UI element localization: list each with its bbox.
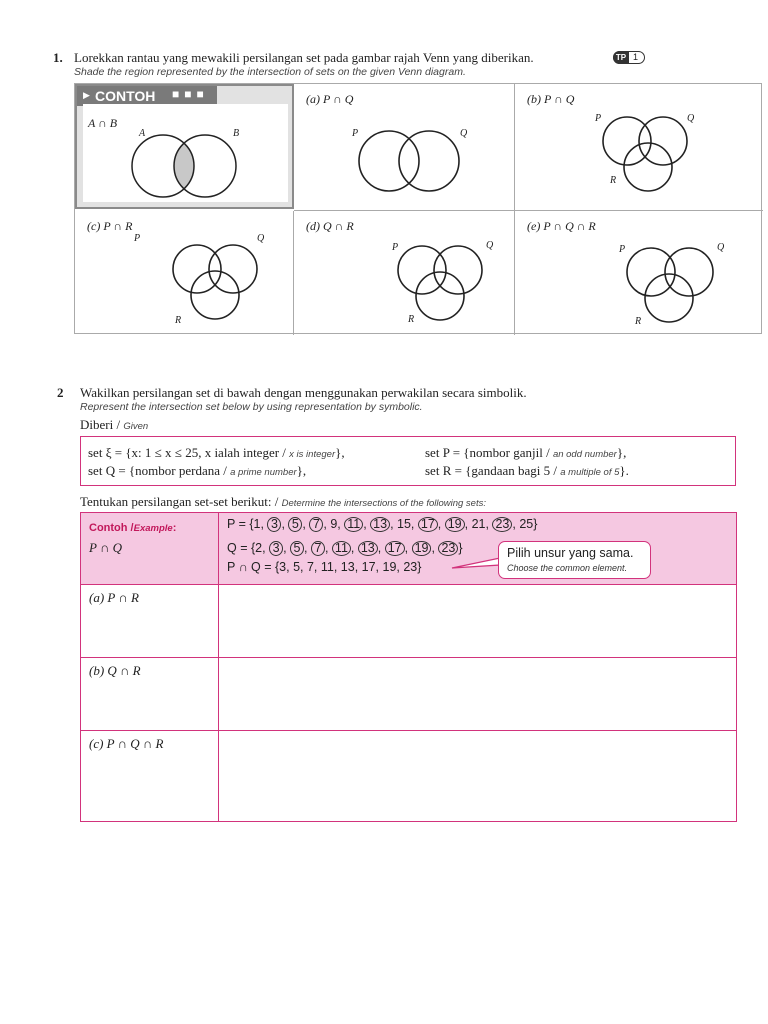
set-q-label: Q — [717, 242, 725, 253]
circle-p[interactable] — [603, 117, 651, 165]
p-set-element: 19 — [445, 517, 465, 532]
set-xi-end: }, — [335, 445, 345, 460]
contoh-banner — [77, 86, 217, 106]
set-p-label: P — [392, 242, 399, 253]
q-set-element: 17 — [385, 541, 405, 556]
set-r-label: R — [175, 315, 182, 326]
q-set-element: 19 — [412, 541, 432, 556]
given-trans: Given — [123, 421, 149, 432]
venn-cell-d — [294, 211, 515, 335]
p-set-element: 5 — [288, 517, 302, 532]
q-set-element: 11 — [332, 541, 351, 556]
given-heading: Diberi / Given — [80, 417, 149, 432]
set-r-label: R — [610, 175, 617, 186]
tp-level: 1 — [633, 52, 639, 62]
example-venn-diagram — [123, 126, 253, 202]
p-set-element: 7 — [309, 517, 323, 532]
q2-translation: Represent the intersection set below by using representation by symbolic. — [80, 401, 423, 413]
q-set-element: 13 — [358, 541, 378, 556]
banner-dots: ■ ■ ■ — [172, 87, 205, 101]
callout-pointer — [450, 556, 502, 572]
venn-diagram-d[interactable] — [334, 236, 504, 336]
venn-cell-c — [75, 211, 294, 335]
set-p-label: P — [134, 233, 141, 244]
set-q-label: Q — [486, 240, 494, 251]
answer-row-a — [81, 585, 736, 658]
set-b-label: B — [233, 128, 240, 139]
q1-text: Lorekkan rantau yang mewakili persilangan set pada gambar rajah Venn yang diberikan. — [74, 50, 534, 65]
determine-trans: Determine the intersections of the following sets: — [281, 498, 486, 509]
q-set-element: 23 — [438, 541, 458, 556]
example-q-set: Q = {2, 3 , 5 , 7 , 11 , 13 , 17 , 19 , 23 } — [227, 541, 463, 555]
q-set-element: 3 — [269, 541, 283, 556]
set-r-main: set R = {gandaan bagi 5 — [425, 463, 551, 478]
given-title: Diberi — [80, 417, 114, 432]
example-venn-area — [83, 104, 288, 202]
circle-p[interactable] — [359, 131, 419, 191]
circle-q[interactable] — [434, 246, 482, 294]
venn-diagram-a[interactable] — [334, 116, 484, 206]
row-label-b: (b) Q ∩ R — [89, 663, 141, 678]
circle-q[interactable] — [209, 245, 257, 293]
cell-label-a: (a) P ∩ Q — [306, 92, 354, 106]
venn-cell-e — [515, 211, 763, 335]
table-divider — [218, 513, 219, 821]
p-set-element: 17 — [418, 517, 438, 532]
example-colon: : — [172, 522, 177, 534]
set-p-label: P — [352, 128, 359, 139]
set-q-end: }, — [296, 463, 307, 478]
given-sets-box — [80, 436, 736, 486]
row-label-c: (c) P ∩ Q ∩ R — [89, 736, 164, 751]
tp-level-badge — [613, 51, 645, 64]
row-label-a: (a) P ∩ R — [89, 590, 139, 605]
set-p-definition: set P = {nombor ganjil / an odd number}, — [425, 445, 627, 460]
example-word: Example — [133, 523, 173, 534]
venn-cell-b — [515, 84, 763, 211]
set-p-label: P — [619, 244, 626, 255]
circle-r[interactable] — [416, 272, 464, 320]
tp-label: TP — [613, 51, 629, 64]
determine-heading: Tentukan persilangan set-set berikut: / Determine the intersections of the following sets: — [80, 494, 486, 509]
p-set-element: 1 — [253, 517, 261, 531]
example-heading: Contoh /Example: — [89, 522, 177, 534]
cell-label-d: (d) Q ∩ R — [306, 219, 354, 233]
circle-q[interactable] — [399, 131, 459, 191]
answer-row-b — [81, 658, 736, 731]
circle-p[interactable] — [173, 245, 221, 293]
set-p-trans: an odd number — [552, 449, 617, 460]
contoh-word: CONTOH — [95, 88, 156, 104]
example-p-set: P = {1, 3 , 5 , 7 , 9, 11 , 13 , 15, 17 , 19 , 21, 23 , 25} — [227, 517, 538, 531]
circle-r[interactable] — [191, 271, 239, 319]
callout-trans: Choose the common element. — [507, 563, 628, 573]
p-set-element: 9 — [330, 517, 338, 531]
example-label: A ∩ B — [88, 116, 118, 130]
set-xi-trans: x is integer — [289, 449, 336, 460]
p-set-element: 15 — [397, 517, 411, 531]
set-r-label: R — [635, 316, 642, 327]
q-set-element: 5 — [290, 541, 304, 556]
circle-q[interactable] — [639, 117, 687, 165]
play-icon: ▶ — [83, 90, 90, 100]
p-set-element: 11 — [344, 517, 363, 532]
cell-label-e: (e) P ∩ Q ∩ R — [527, 219, 596, 233]
set-p-end: }, — [616, 445, 627, 460]
set-q-label: Q — [687, 113, 695, 124]
callout-main: Pilih unsur yang sama. — [507, 546, 634, 560]
venn-diagram-e[interactable] — [555, 236, 725, 336]
example-label: P ∩ Q — [89, 540, 122, 555]
cell-label-c: (c) P ∩ R — [87, 219, 133, 233]
set-a-label: A — [139, 128, 146, 139]
set-p-main: set P = {nombor ganjil — [425, 445, 543, 460]
determine-text: Tentukan persilangan set-set berikut: — [80, 494, 272, 509]
contoh-label: Contoh — [89, 522, 128, 534]
example-result: P ∩ Q = {3, 5, 7, 11, 13, 17, 19, 23} — [227, 560, 422, 574]
circle-r[interactable] — [624, 143, 672, 191]
q1-number: 1. — [53, 50, 63, 65]
q-set-element: 2 — [255, 541, 263, 555]
circle-r[interactable] — [645, 274, 693, 322]
q-set-element: 7 — [311, 541, 325, 556]
p-set-element: 21 — [471, 517, 486, 531]
circle-p[interactable] — [627, 248, 675, 296]
set-q-label: Q — [257, 233, 265, 244]
p-set-element: 25 — [519, 517, 534, 531]
p-set-element: 3 — [267, 517, 281, 532]
set-xi-main: set ξ = {x: 1 ≤ x ≤ 25, x ialah integer — [88, 445, 280, 460]
q1-translation: Shade the region represented by the intersection of sets on the given Venn diagram. — [74, 66, 466, 78]
set-r-definition: set R = {gandaan bagi 5 / a multiple of 5}. — [425, 463, 629, 478]
cell-label-b: (b) P ∩ Q — [527, 92, 575, 106]
p-set-element: 23 — [492, 517, 512, 532]
circle-p[interactable] — [398, 246, 446, 294]
venn-diagram-b[interactable] — [555, 109, 715, 209]
q2-text: Wakilkan persilangan set di bawah dengan menggunakan perwakilan secara simbolik. — [80, 385, 527, 400]
venn-diagram-c[interactable] — [125, 233, 290, 335]
circle-q[interactable] — [665, 248, 713, 296]
set-r-trans: a multiple of 5 — [560, 467, 620, 478]
set-xi-definition: set ξ = {x: 1 ≤ x ≤ 25, x ialah integer / x is integer}, — [88, 445, 345, 460]
set-q-main: set Q = {nombor perdana — [88, 463, 220, 478]
p-set-element: 13 — [370, 517, 390, 532]
set-q-trans: a prime number — [230, 467, 297, 478]
example-venn-cell — [75, 84, 294, 209]
venn-grid — [74, 83, 762, 334]
q2-number: 2 — [57, 385, 64, 400]
set-r-label: R — [408, 314, 415, 325]
callout-box — [498, 541, 651, 579]
set-p-label: P — [595, 113, 602, 124]
answer-row-c — [81, 731, 736, 821]
set-r-end: }. — [619, 463, 629, 478]
set-q-label: Q — [460, 128, 468, 139]
venn-cell-a — [294, 84, 515, 211]
set-q-definition: set Q = {nombor perdana / a prime number}, — [88, 463, 307, 478]
